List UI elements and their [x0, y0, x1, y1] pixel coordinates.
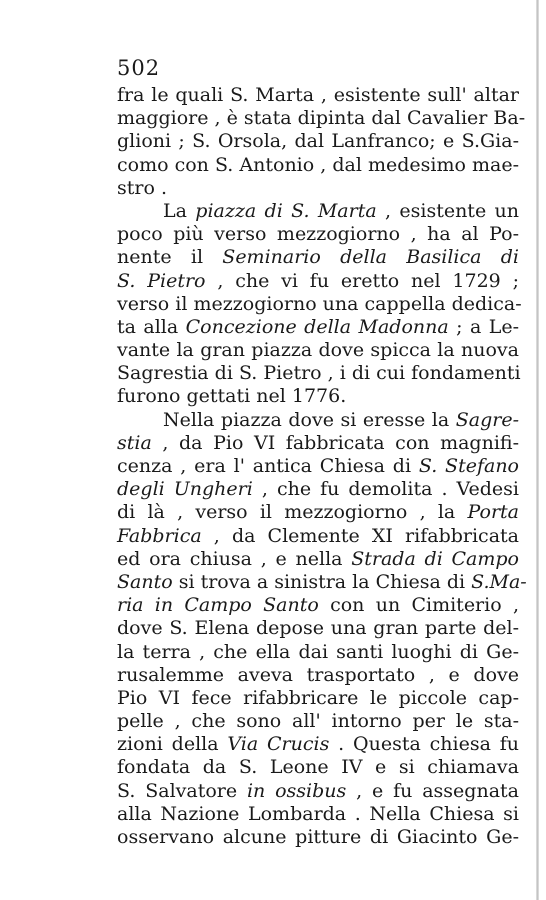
text-run: poco più verso mezzogiorno , ha al Po- — [117, 223, 519, 246]
text-run: con un Cimiterio , — [318, 594, 519, 617]
text-run: nente il — [117, 246, 223, 269]
italic-text: stia — [117, 431, 152, 454]
text-run: Pio VI fece rifabbricare le piccole cap- — [117, 686, 519, 709]
italic-text: S.Ma- — [471, 570, 527, 593]
text-run: , da Clemente XI rifabbricata — [201, 524, 519, 547]
text-run: fondata da S. Leone IV e si chiamava — [117, 756, 519, 779]
text-line — [117, 733, 519, 756]
text-line — [117, 223, 519, 246]
page-edge — [536, 0, 539, 900]
text-line — [117, 246, 519, 269]
text-run: , e fu assegnata — [346, 779, 519, 802]
text-run: , esistente un — [376, 199, 519, 222]
text-run: ; a Le- — [448, 315, 519, 338]
text-run: , da Pio VI fabbricata con magnifi- — [151, 431, 519, 454]
text-line — [117, 177, 519, 200]
text-run: di là , verso il mezzogiorno , la — [117, 501, 468, 524]
text-line — [117, 107, 526, 130]
text-line — [117, 292, 522, 316]
text-line — [117, 130, 519, 153]
page-number: 502 — [117, 56, 161, 80]
text-line — [117, 570, 527, 594]
text-run: dove S. Elena depose una gran parte del- — [117, 617, 519, 640]
italic-text: S. Stefano — [418, 455, 519, 477]
text-run: fra le quali S. Marta , esistente sull' altar — [117, 84, 519, 106]
text-line — [117, 501, 519, 524]
text-line — [117, 270, 519, 293]
text-run: osservano alcune pitture di Giacinto Ge- — [117, 826, 519, 848]
text-run: La — [163, 199, 196, 222]
text-line — [117, 594, 519, 617]
text-run: vante la gran piazza dove spicca la nuova — [117, 339, 519, 362]
text-line — [117, 432, 519, 455]
text-run: si trova a sinistra la Chiesa di — [172, 570, 472, 593]
text-line — [117, 548, 519, 571]
text-run: Sagrestia di S. Pietro , i di cui fondamenti — [117, 362, 521, 385]
text-line — [117, 362, 519, 385]
italic-text: Strada di Campo — [351, 547, 519, 570]
text-run: stro . — [117, 176, 167, 199]
text-line — [117, 409, 519, 432]
text-run: . Questa chiesa fu — [329, 733, 520, 756]
text-run: como con S. Antonio , dal medesimo mae- — [117, 153, 519, 176]
text-run: glioni ; S. Orsola, dal Lanfranco; e S.Gia- — [117, 130, 519, 153]
text-line — [117, 385, 519, 408]
text-run: verso il mezzogiorno una cappella dedica- — [117, 292, 522, 315]
italic-text: Sagre- — [455, 408, 519, 431]
italic-text: Fabbrica — [117, 524, 202, 547]
text-run: rusalemme aveva trasportato , e dove — [117, 663, 519, 686]
text-line — [117, 339, 519, 362]
text-line — [117, 826, 519, 849]
text-run: , che fu demolita . Vedesi — [252, 478, 519, 501]
text-run: la terra , che ella dai santi luoghi di Ge- — [117, 640, 519, 663]
text-line — [117, 84, 519, 107]
text-run: S. Salvatore — [117, 779, 247, 802]
italic-text: degli Ungheri — [117, 478, 253, 501]
text-run: maggiore , è stata dipinta dal Cavalier Ba- — [117, 107, 526, 130]
body-text — [117, 84, 527, 849]
text-run: , che vi fu eretto nel 1729 ; — [205, 269, 519, 292]
italic-text: in ossibus — [246, 779, 347, 802]
text-run: zioni della — [117, 733, 228, 756]
text-line — [117, 710, 519, 733]
italic-text: Via Crucis — [227, 733, 330, 756]
text-run: cenza , era l' antica Chiesa di — [117, 455, 419, 477]
text-line — [117, 455, 519, 478]
text-line — [117, 316, 519, 339]
text-run: ed ora chiusa , e nella — [117, 547, 352, 570]
text-run: alla Nazione Lombarda . Nella Chiesa si — [117, 802, 519, 825]
text-line — [117, 641, 519, 664]
italic-text: S. Pietro — [117, 269, 206, 292]
italic-text: piazza di S. Marta — [195, 199, 377, 222]
text-line — [117, 803, 519, 826]
text-line — [117, 200, 519, 223]
italic-text: Concezione della Madonna — [185, 315, 449, 338]
italic-text: ria in Campo Santo — [117, 594, 319, 617]
italic-text: Santo — [117, 570, 173, 593]
text-line — [117, 478, 519, 501]
text-line — [117, 687, 519, 710]
italic-text: Porta — [467, 501, 519, 524]
text-line — [117, 154, 519, 177]
text-line — [117, 756, 519, 779]
text-run: Nella piazza dove si eresse la — [163, 408, 456, 431]
text-line — [117, 617, 519, 640]
text-line — [117, 664, 519, 687]
text-line — [117, 525, 519, 548]
text-run: furono gettati nel 1776. — [117, 385, 347, 408]
text-line — [117, 780, 519, 803]
italic-text: Seminario della Basilica di — [222, 246, 519, 269]
text-run: pelle , che sono all' intorno per le sta- — [117, 710, 519, 733]
text-run: ta alla — [117, 315, 186, 338]
